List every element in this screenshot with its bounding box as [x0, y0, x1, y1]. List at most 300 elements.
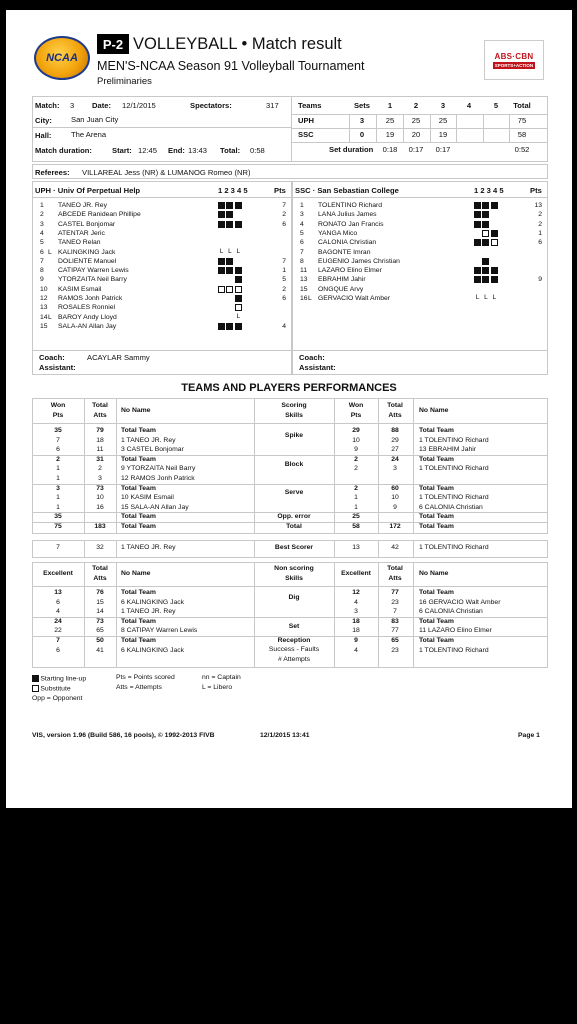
starter-mark: [218, 202, 225, 209]
starter-mark: [226, 221, 233, 228]
player-ref: Total Team: [121, 589, 156, 596]
player-name: EUGENIO James Christian: [318, 257, 400, 265]
player-name: BAGONTE Imran: [318, 248, 371, 256]
excellent-value: 18: [352, 617, 360, 625]
won-value: 6: [56, 446, 60, 454]
player-number: 3: [40, 220, 44, 228]
player-ref: 1 TOLENTINO Richard: [419, 436, 489, 444]
won-value: 25: [352, 513, 360, 521]
player-name: SALA-AN Allan Jay: [58, 322, 117, 330]
won-value: 2: [354, 465, 358, 473]
atts-value: 41: [96, 646, 104, 654]
starter-mark: [218, 323, 225, 330]
tournament-title: MEN'S-NCAA Season 91 Volleyball Tournament: [97, 59, 365, 73]
best-pts: 13: [352, 544, 360, 551]
won-value: 7: [56, 436, 60, 444]
col-total: Total: [387, 565, 403, 572]
player-number: 13: [300, 276, 308, 284]
player-number: 10: [40, 285, 48, 293]
starter-mark: [474, 267, 481, 274]
best-atts: 32: [96, 544, 104, 551]
col-total: Total: [92, 565, 108, 572]
won-value: 2: [56, 455, 60, 463]
player-ref: Total Team: [121, 455, 156, 463]
col-pts: Pts: [52, 412, 64, 419]
atts-value: 16: [96, 503, 104, 511]
atts-value: 31: [96, 455, 104, 463]
player-number: 8: [300, 257, 304, 265]
player-number: 1: [300, 202, 304, 209]
atts-value: 27: [391, 446, 399, 454]
starter-mark: [226, 323, 233, 330]
won-value: 10: [352, 436, 360, 444]
atts-value: 76: [96, 589, 104, 596]
excellent-value: 4: [354, 598, 358, 606]
player-number: 13: [40, 304, 48, 312]
score-header: 4: [466, 101, 472, 110]
set-participation: [218, 295, 243, 303]
libero-flag: L: [48, 313, 52, 321]
score-header: Sets: [353, 101, 371, 110]
player-number: 6: [40, 248, 44, 256]
player-number: 16: [300, 295, 308, 302]
total-time: 0:58: [250, 146, 265, 155]
score-team: SSC: [298, 130, 314, 139]
excellent-value: 24: [54, 617, 62, 625]
col-atts: Atts: [388, 412, 402, 419]
atts-value: 65: [391, 637, 399, 644]
player-name: LAZARO Elino Elmer: [318, 267, 382, 275]
player-name: CALONIA Christian: [318, 239, 377, 247]
col-total: Total: [387, 402, 403, 409]
player-name: ROSALES Ronniel: [58, 304, 116, 312]
starter-mark: [474, 202, 481, 209]
skill-name: Opp. error: [277, 513, 311, 521]
won-value: 1: [56, 494, 60, 502]
player-ref: 1 TANEO JR. Rey: [121, 608, 176, 616]
player-ref: 8 CATIPAY Warren Lewis: [121, 627, 198, 635]
coach-label: Coach:: [299, 353, 325, 362]
starter-mark: [226, 202, 233, 209]
score-total: 75: [517, 116, 527, 125]
player-name: RAMOS Jonh Patrick: [58, 295, 123, 302]
starter-mark: [218, 258, 225, 265]
starter-mark: [235, 267, 242, 274]
starter-mark: [482, 211, 489, 218]
substitute-mark: [491, 239, 498, 246]
player-number: 1: [40, 202, 44, 209]
skill-name: Serve: [284, 489, 304, 497]
won-value: 3: [56, 484, 60, 492]
set-participation: [218, 276, 243, 284]
won-value: 9: [354, 446, 358, 454]
end-time: 13:43: [188, 146, 208, 155]
player-points: 2: [538, 220, 542, 228]
libero-mark: L: [219, 247, 224, 255]
player-name: EBRAHIM Jahir: [318, 276, 366, 284]
starter-mark: [482, 258, 489, 265]
player-ref: 12 RAMOS Jonh Patrick: [121, 475, 195, 482]
set-participation: [474, 230, 499, 238]
footer-page: Page 1: [518, 732, 540, 739]
player-number: 2: [40, 211, 44, 219]
set-participation: [474, 267, 499, 275]
col-excellent: Excellent: [43, 570, 73, 577]
starter-mark: [491, 267, 498, 274]
player-name: ATENTAR Jeric: [58, 229, 105, 237]
player-ref: 6 KALINGKING Jack: [121, 646, 185, 654]
player-ref: 6 CALONIA Christian: [419, 503, 483, 511]
score-header: 5: [493, 101, 499, 110]
set-participation: [474, 276, 499, 284]
excellent-value: 22: [54, 627, 62, 635]
atts-value: 88: [391, 427, 399, 434]
player-points: 4: [282, 322, 286, 330]
player-ref: 1 TANEO JR. Rey: [121, 436, 176, 444]
score-header: Teams: [298, 101, 322, 110]
player-ref: Total Team: [419, 427, 454, 434]
reception-note: # Attempts: [277, 656, 311, 663]
player-name: LANA Julius James: [318, 211, 377, 219]
player-ref: Total Team: [419, 484, 454, 492]
excellent-value: 9: [354, 637, 358, 644]
skill-name: Spike: [284, 431, 304, 439]
player-number: 7: [300, 248, 304, 256]
player-number: 4: [40, 229, 44, 237]
excellent-value: 6: [56, 598, 60, 606]
player-ref: Total Team: [121, 637, 156, 644]
starter-mark: [474, 276, 481, 283]
starter-mark: [474, 221, 481, 228]
libero-mark: L: [228, 247, 232, 255]
atts-value: 7: [393, 608, 397, 616]
col-skills: Scoring: [281, 402, 307, 409]
col-atts: Atts: [388, 575, 402, 582]
score-sets: 0: [359, 130, 365, 139]
set-participation: [218, 211, 235, 219]
starter-mark: [235, 221, 242, 228]
player-ref: 1 TOLENTINO Richard: [419, 494, 489, 502]
player-points: 7: [282, 257, 286, 265]
atts-value: 65: [96, 627, 104, 635]
starter-mark: [482, 202, 489, 209]
skill-name: Reception: [277, 637, 311, 644]
player-name: BAROY Andy Lloyd: [58, 313, 117, 321]
atts-value: 172: [389, 523, 401, 530]
libero-flag: L: [308, 295, 312, 302]
substitute-mark: [235, 286, 242, 293]
starter-mark: [482, 221, 489, 228]
player-points: 7: [282, 202, 286, 209]
col-total: Total: [92, 402, 108, 409]
roster-sets-header: 1 2 3 4 5: [474, 186, 504, 195]
roster-pts-header: Pts: [274, 186, 286, 195]
substitute-mark: [235, 304, 242, 311]
player-number: 7: [40, 257, 44, 265]
empty-mark: [474, 230, 481, 237]
player-name: CASTEL Bonjomar: [58, 220, 116, 228]
match-result-sheet: NCAA P-2 VOLLEYBALL • Match result MEN'S-NCAA Season 91 Volleyball Tournament Preliminaries ABS·CBN SPORTS+ACTION Match: 3 Date: 12/1/2015 Spectators: 317 City: San Juan City Hall: The Arena Match duration: Start: 12:45 End: 13:43 Total: 0:58 Teams Sets 1 2 3 4 5 Total UPH 3 25 25 25 75 SSC 0 19 20 19 58 Set duration 0:18 0:17 0:17 0:52 Referees: VILLAREAL Jess (NR) & LUMANOG Romeo (NR) UPH · Univ Of Perpetual Help 1 2 3 4 5 Pts 1 TANEO JR. Rey 7 2 ABCEDE Ranidean Phillipe 2 3 CASTEL Bonjomar 6 4 ATENTAR Jeric 5 TANEO Relan 6 L KALINGKING Jack L L L 7 DOLIENTE Manuel 7 8 CATIPAY Warren Lewis 1 9 YTORZAITA Neil Barry 5 10 KASIM Esmail 2 12 RAMOS Jonh Patrick 6 13 ROSALES Ronniel 14 L BAROY Andy Lloyd L 15 SALA-AN Allan Jay 4 Coach: ACAYLAR Sammy Assistant: SSC · San Sebastian College 1 2 3 4 5 Pts 1 TOLENTINO Richard 13 3 LANA Julius James 2 4 RONATO Jan Francis 2 5 YANGA Mico 1 6 CALONIA Christian 6 7 BAGONTE Imran 8 EUGENIO James Christian 11 LAZARO Elino Elmer 13 EBRAHIM Jahir 9 15 ONGQUE Arvy 16 L GERVACIO Walt Amber L L L Coach: Assistant: TEAMS AND PLAYERS PERFORMANCES Won Pts Total Atts No Name Scoring Skills Won Pts Total Atts No Name 35 79 Total Team 29 88 Total Team 7 18 1 TANEO JR. Rey Spike 10 29 1 TOLENTINO Richard 6 11 3 CASTEL Bonjomar 9 27 13 EBRAHIM Jahir 2 31 Total Team 2 24 Total Team 1 2 9 YTORZAITA Neil Barry Block 2 3 1 TOLENTINO Richard 1 3 12 RAMOS Jonh Patrick 3 73 Total Team 2 60 Total Team 1 10 10 KASIM Esmail Serve 1 10 1 TOLENTINO Richard 1 16 15 SALA-AN Allan Jay 1 9 6 CALONIA Christian 35 Total Team Opp. error 25 Total Team 75 183 Total Team Total 58 172 Total Team 7 32 1 TANEO JR. Rey Best Scorer 13 42 1 TOLENTINO Richard Excellent Total Atts No Name Non scoring Skills Excellent Total Atts No Name 13 76 Total Team 12 77 Total Team 6 15 6 KALINGKING Jack Dig 4 23 16 GERVACIO Walt Amber 4 14 1 TANEO JR. Rey 3 7 6 CALONIA Christian 24 73 Total Team 18 83 Total Team 22 65 8 CATIPAY Warren Lewis Set 18 77 11 LAZARO Elino Elmer 7 50 Total Team Reception 9 65 Total Team 6 41 6 KALINGKING Jack 4 23 1 TOLENTINO Richard Success - Faults # Attempts Starting line-up Substitute Opp = Opponent Pts = Points scored Atts = Attempts nn = Captain L = Libero VIS, version 1.96 (Build 586, 16 pools), © 1992-2013 FIVB 12/1/2015 13:41 Page 1: [6, 10, 572, 808]
player-ref: Total Team: [121, 484, 156, 492]
referees: VILLAREAL Jess (NR) & LUMANOG Romeo (NR): [82, 168, 251, 177]
assistant-label: Assistant:: [299, 363, 336, 372]
col-pts: Pts: [350, 412, 362, 419]
score-s1: 25: [385, 116, 395, 125]
col-noname: No Name: [121, 407, 151, 414]
empty-mark: [218, 304, 225, 311]
coach-name: ACAYLAR Sammy: [87, 353, 150, 362]
set-participation: [474, 258, 491, 266]
libero-mark: L: [236, 247, 241, 255]
player-ref: Total Team: [121, 523, 156, 530]
player-number: 14: [40, 313, 48, 321]
player-number: 5: [40, 239, 44, 247]
libero-mark: L: [475, 294, 480, 301]
score-s2: 25: [411, 116, 421, 125]
atts-value: 9: [393, 503, 397, 511]
col-atts: Atts: [93, 412, 107, 419]
set-participation: [218, 258, 235, 266]
player-points: 2: [282, 285, 286, 293]
excellent-value: 3: [354, 608, 358, 616]
won-value: 29: [352, 427, 360, 434]
col-atts: Atts: [93, 575, 107, 582]
player-points: 6: [538, 239, 542, 247]
substitute-mark: [218, 286, 225, 293]
won-value: 1: [354, 494, 358, 502]
best-pts: 7: [56, 544, 60, 551]
player-ref: Total Team: [419, 513, 454, 521]
score-s3: 19: [438, 130, 448, 139]
player-name: CATIPAY Warren Lewis: [58, 267, 129, 275]
player-name: DOLIENTE Manuel: [58, 257, 117, 265]
col-skills: Skills: [285, 575, 303, 582]
coach-label: Coach:: [39, 353, 65, 362]
col-won: Won: [348, 402, 364, 409]
player-ref: 1 TOLENTINO Richard: [419, 646, 489, 654]
score-s3: 25: [438, 116, 448, 125]
player-name: KALINGKING Jack: [58, 248, 116, 256]
player-points: 5: [282, 276, 286, 284]
atts-value: 183: [94, 523, 106, 530]
excellent-value: 7: [56, 637, 60, 644]
starter-mark: [235, 202, 242, 209]
player-ref: 15 SALA-AN Allan Jay: [121, 503, 189, 511]
player-number: 12: [40, 295, 48, 302]
atts-value: 3: [98, 475, 102, 482]
player-points: 13: [534, 202, 542, 209]
player-ref: 10 KASIM Esmail: [121, 494, 174, 502]
skill-name: Set: [288, 622, 300, 630]
empty-mark: [226, 314, 233, 321]
skill-name: Block: [284, 460, 304, 468]
player-name: TOLENTINO Richard: [318, 202, 383, 209]
set-participation: [218, 286, 243, 294]
starter-mark: [218, 211, 225, 218]
atts-value: 50: [96, 637, 104, 644]
starter-mark: [226, 267, 233, 274]
score-total: 58: [517, 130, 527, 139]
set-participation: [218, 221, 243, 229]
set-participation: [474, 202, 499, 210]
match-date: 12/1/2015: [122, 101, 156, 110]
set-participation: [218, 304, 243, 312]
col-won: Won: [50, 402, 66, 409]
col-skills: Non scoring: [274, 565, 314, 572]
player-name: KASIM Esmail: [58, 285, 102, 293]
atts-value: 15: [96, 598, 104, 606]
substitute-mark: [482, 230, 489, 237]
player-points: 1: [282, 267, 286, 275]
score-header: 3: [440, 101, 446, 110]
starter-mark: [474, 211, 481, 218]
player-ref: 6 CALONIA Christian: [419, 608, 483, 616]
atts-value: 83: [391, 617, 399, 625]
skill-name: Dig: [288, 593, 300, 601]
player-number: 4: [300, 220, 304, 228]
set-participation: [218, 314, 243, 322]
excellent-value: 4: [354, 646, 358, 654]
player-points: 9: [538, 276, 542, 284]
starter-mark: [235, 295, 242, 302]
won-value: 58: [352, 523, 360, 530]
player-name: GERVACIO Walt Amber: [318, 295, 391, 302]
best-player: 1 TANEO JR. Rey: [121, 544, 176, 551]
page-title: VOLLEYBALL • Match result: [133, 35, 342, 53]
score-s2: 20: [411, 130, 421, 139]
atts-value: 23: [391, 646, 399, 654]
col-skills: Skills: [285, 412, 303, 419]
player-ref: Total Team: [121, 513, 156, 521]
atts-value: 10: [96, 494, 104, 502]
player-ref: Total Team: [419, 455, 454, 463]
score-sets: 3: [359, 116, 365, 125]
player-number: 5: [300, 229, 304, 237]
empty-mark: [226, 304, 233, 311]
player-number: 3: [300, 211, 304, 219]
roster-pts-header: Pts: [530, 186, 542, 195]
empty-mark: [218, 314, 225, 321]
player-ref: 1 TOLENTINO Richard: [419, 465, 489, 473]
player-number: 8: [40, 267, 44, 275]
won-value: 35: [54, 513, 62, 521]
roster-sets-header: 1 2 3 4 5: [218, 186, 248, 195]
empty-mark: [218, 276, 225, 283]
starter-mark: [218, 221, 225, 228]
excellent-value: 13: [54, 589, 62, 596]
roster-team-title: UPH · Univ Of Perpetual Help: [35, 186, 141, 195]
start-time: 12:45: [138, 146, 158, 155]
substitute-mark: [226, 286, 233, 293]
player-ref: 16 GERVACIO Walt Amber: [419, 598, 501, 606]
set-duration-total: 0:52: [514, 145, 530, 154]
player-points: 2: [282, 211, 286, 219]
libero-mark: L: [492, 294, 497, 301]
won-value: 1: [354, 503, 358, 511]
set-participation: [218, 267, 243, 275]
won-value: 2: [354, 455, 358, 463]
score-s1: 19: [385, 130, 395, 139]
best-scorer-label: Best Scorer: [274, 544, 314, 551]
score-header: Total: [513, 101, 531, 110]
player-name: ONGQUE Arvy: [318, 285, 364, 293]
col-noname: No Name: [121, 570, 151, 577]
atts-value: 73: [96, 617, 104, 625]
set-participation: [218, 249, 243, 257]
player-name: TANEO Relan: [58, 239, 101, 247]
starter-mark: [235, 276, 242, 283]
score-team: UPH: [298, 116, 315, 125]
player-points: 6: [282, 295, 286, 302]
score-header: 1: [387, 101, 393, 110]
set-duration: 0:17: [435, 145, 451, 154]
col-noname: No Name: [419, 407, 449, 414]
empty-mark: [226, 295, 233, 302]
set-participation: [474, 221, 491, 229]
atts-value: 18: [96, 436, 104, 444]
libero-mark: L: [236, 312, 241, 320]
starter-mark: [226, 211, 233, 218]
atts-value: 2: [98, 465, 102, 473]
player-points: 1: [538, 229, 542, 237]
atts-value: 14: [96, 608, 104, 616]
player-ref: Total Team: [121, 427, 156, 434]
player-ref: Total Team: [419, 637, 454, 644]
excellent-value: 4: [56, 608, 60, 616]
atts-value: 77: [391, 589, 399, 596]
excellent-value: 12: [352, 589, 360, 596]
footer-datetime: 12/1/2015 13:41: [260, 732, 310, 739]
won-value: 1: [56, 503, 60, 511]
starter-mark: [235, 323, 242, 330]
won-value: 2: [354, 484, 358, 492]
player-ref: 9 YTORZAITA Neil Barry: [121, 465, 196, 473]
won-value: 1: [56, 475, 60, 482]
starter-mark: [491, 276, 498, 283]
atts-value: 29: [391, 436, 399, 444]
player-number: 9: [40, 276, 44, 284]
player-ref: Total Team: [121, 617, 156, 625]
player-points: 2: [538, 211, 542, 219]
col-noname: No Name: [419, 570, 449, 577]
empty-mark: [474, 258, 481, 265]
best-atts: 42: [391, 544, 399, 551]
excellent-value: 6: [56, 646, 60, 654]
assistant-label: Assistant:: [39, 363, 76, 372]
performance-title: TEAMS AND PLAYERS PERFORMANCES: [181, 382, 397, 394]
spectators: 317: [266, 101, 279, 110]
atts-value: 79: [96, 427, 104, 434]
atts-value: 3: [393, 465, 397, 473]
player-ref: Total Team: [419, 523, 454, 530]
player-name: YTORZAITA Neil Barry: [58, 276, 127, 284]
abscbn-logo: ABS·CBN SPORTS+ACTION: [484, 40, 544, 80]
player-number: 15: [300, 285, 308, 293]
player-name: ABCEDE Ranidean Phillipe: [58, 211, 141, 219]
atts-value: 23: [391, 598, 399, 606]
excellent-value: 18: [352, 627, 360, 635]
round-label: Preliminaries: [97, 76, 152, 87]
atts-value: 11: [96, 446, 104, 454]
footer-version: VIS, version 1.96 (Build 586, 16 pools), © 1992-2013 FIVB: [32, 732, 215, 739]
atts-value: 10: [391, 494, 399, 502]
player-number: 6: [300, 239, 304, 247]
starter-mark: [491, 230, 498, 237]
city: San Juan City: [71, 115, 119, 124]
col-excellent: Excellent: [341, 570, 371, 577]
ncaa-logo: NCAA: [34, 36, 90, 80]
starter-mark: [474, 239, 481, 246]
